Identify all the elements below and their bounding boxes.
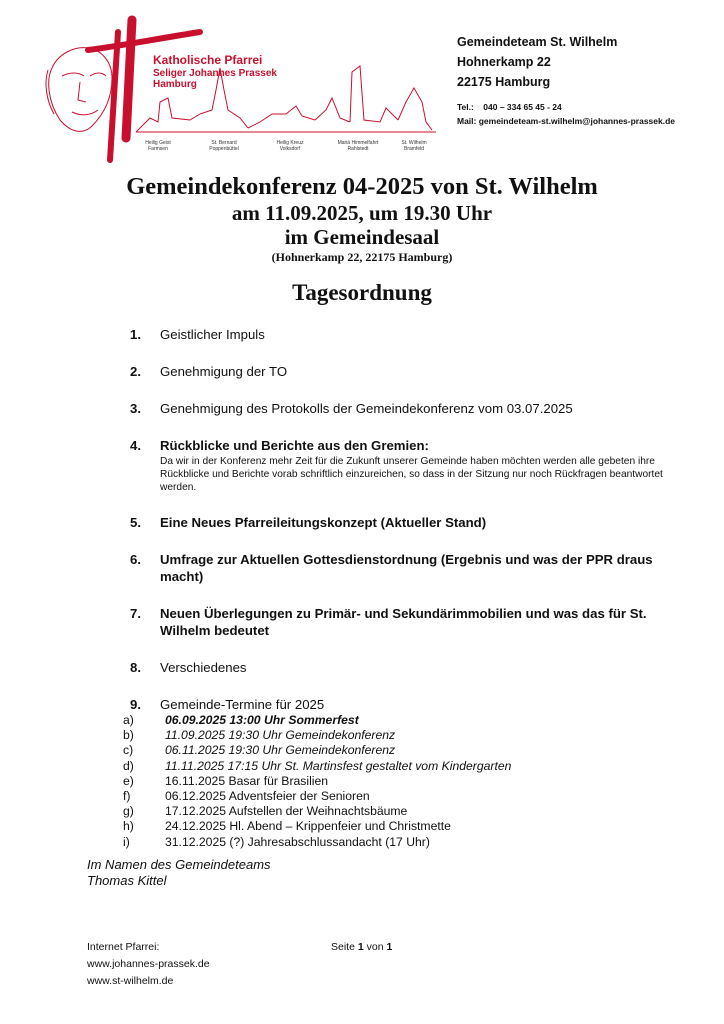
- footer-url-parish[interactable]: www.johannes-prassek.de: [87, 958, 210, 970]
- termin-item: [123, 819, 690, 834]
- header-street: Hohnerkamp 22: [457, 55, 551, 69]
- page-total: 1: [386, 941, 393, 953]
- church-5-name: St. Wilhelm: [401, 140, 427, 146]
- doc-address: (Hohnerkamp 22, 22175 Hamburg): [271, 250, 453, 264]
- termin-text: 16.11.2025 Basar für Brasilien: [165, 773, 329, 788]
- agenda-text: Verschiedenes: [160, 660, 247, 675]
- termin-label: b): [123, 728, 134, 743]
- agenda-text: Geistlicher Impuls: [160, 327, 265, 342]
- signature: [87, 857, 271, 889]
- header-mail: Mail: gemeindeteam-st.wilhelm@johannes-prassek.de: [457, 116, 676, 126]
- agenda-item: [130, 605, 690, 639]
- agenda-number: 5.: [130, 515, 141, 530]
- page-current: 1: [357, 941, 364, 953]
- header-city: 22175 Hamburg: [457, 75, 551, 89]
- agenda-text: Genehmigung des Protokolls der Gemeindekonferenz vom 03.07.2025: [160, 401, 573, 416]
- termine-list: [123, 713, 690, 850]
- agenda-number: 1.: [130, 327, 141, 342]
- footer-url-wilhelm[interactable]: www.st-wilhelm.de: [87, 975, 174, 987]
- termin-label: d): [123, 758, 134, 773]
- termin-text: 31.12.2025 (?) Jahresabschlussandacht (17 Uhr): [165, 834, 430, 849]
- termin-text: 11.11.2025 17:15 Uhr St. Martinsfest gestaltet vom Kindergarten: [165, 758, 512, 773]
- header-tel: Tel.: 040 – 334 65 45 - 24: [457, 102, 562, 112]
- termin-item: [123, 789, 690, 804]
- agenda-number: 6.: [130, 552, 141, 567]
- pfarrei-line-3: Hamburg: [153, 79, 197, 90]
- termin-item: [123, 834, 690, 850]
- termin-text: 06.09.2025 13:00 Uhr Sommerfest: [165, 713, 359, 727]
- church-4-place: Rahlstedt: [347, 146, 369, 152]
- agenda-item: [130, 514, 690, 531]
- footer-links: [87, 939, 210, 990]
- header-contact: [457, 32, 717, 128]
- doc-title: Gemeindekonferenz 04-2025 von St. Wilhelm: [126, 173, 598, 200]
- church-3-name: Heilig Kreuz: [276, 140, 304, 146]
- church-2-place: Poppenbüttel: [209, 146, 239, 152]
- church-1-name: Heilig Geist: [145, 140, 171, 146]
- agenda-number: 7.: [130, 606, 141, 621]
- agenda-item: [130, 326, 690, 343]
- agenda-number: 8.: [130, 660, 141, 675]
- agenda-item: [130, 363, 690, 380]
- signature-name: Thomas Kittel: [87, 873, 167, 888]
- church-2-name: St. Bernard: [211, 140, 237, 146]
- agenda-item: [130, 437, 690, 494]
- pfarrei-line-2: Seliger Johannes Prassek: [153, 68, 277, 79]
- agenda-number: 3.: [130, 401, 141, 416]
- termin-item: [123, 713, 690, 728]
- portrait-outline-icon: [46, 48, 112, 132]
- termin-text: 11.09.2025 19:30 Uhr Gemeindekonferenz: [165, 728, 396, 743]
- termin-label: e): [123, 773, 134, 788]
- termin-label: i): [123, 834, 130, 849]
- termin-item: [123, 773, 690, 789]
- cross-stem-icon: [126, 20, 132, 138]
- agenda-item: [130, 551, 690, 585]
- termin-item: [123, 728, 690, 743]
- agenda-text: Rückblicke und Berichte aus den Gremien:: [160, 438, 429, 453]
- termin-item: [123, 758, 690, 774]
- agenda-number: 9.: [130, 697, 141, 712]
- page-mid: von: [363, 941, 387, 953]
- parish-logo: [40, 10, 440, 165]
- agenda-description: Da wir in der Konferenz mehr Zeit für die Zukunft unserer Gemeinde haben möchten werden alle gebeten ihre Rückblicke und Berichte vorab schriftlich einzureichen, so dass in der Sitzung nur noch Rückfragen beantwortet werden.: [160, 456, 663, 493]
- page-number: [331, 939, 392, 956]
- termin-label: f): [123, 789, 131, 804]
- agenda-text: Eine Neues Pfarreileitungskonzept (Aktueller Stand): [160, 515, 487, 530]
- termin-item: [123, 804, 690, 819]
- termin-label: h): [123, 819, 134, 834]
- church-4-name: Mariä Himmelfahrt: [337, 140, 379, 146]
- agenda-text: Genehmigung der TO: [160, 364, 288, 379]
- title-block: [0, 173, 724, 307]
- signature-line-1: Im Namen des Gemeindeteams: [87, 857, 271, 872]
- footer-label: Internet Pfarrei:: [87, 941, 160, 953]
- termin-text: 17.12.2025 Aufstellen der Weihnachtsbäume: [165, 804, 408, 819]
- church-5-place: Bramfeld: [403, 146, 425, 152]
- termin-label: g): [123, 804, 134, 819]
- termin-text: 24.12.2025 Hl. Abend – Krippenfeier und Christmette: [165, 819, 451, 834]
- termin-item: [123, 743, 690, 758]
- agenda-item: [130, 400, 690, 417]
- cross-vertical-icon: [110, 32, 118, 160]
- pfarrei-line-1: Katholische Pfarrei: [153, 53, 263, 67]
- page-prefix: Seite: [331, 941, 358, 953]
- cross-beam-icon: [88, 32, 200, 50]
- church-1-place: Farmsen: [148, 146, 168, 152]
- termin-label: c): [123, 743, 134, 758]
- agenda-item: [130, 659, 690, 676]
- agenda-number: 4.: [130, 438, 141, 453]
- agenda-heading: Tagesordnung: [292, 280, 432, 305]
- agenda-number: 2.: [130, 364, 141, 379]
- agenda-text: Neuen Überlegungen zu Primär- und Sekundärimmobilien und was das für St. Wilhelm bedeutet: [160, 606, 647, 638]
- doc-location: im Gemeindesaal: [284, 225, 440, 249]
- agenda-text: Gemeinde-Termine für 2025: [160, 697, 325, 712]
- agenda-list: [123, 326, 690, 850]
- parish-logo-graphic: [40, 10, 440, 165]
- doc-date-time: am 11.09.2025, um 19.30 Uhr: [231, 201, 493, 225]
- header-team: Gemeindeteam St. Wilhelm: [457, 35, 618, 49]
- church-3-place: Volksdorf: [279, 146, 301, 152]
- agenda-text: Umfrage zur Aktuellen Gottesdienstordnung (Ergebnis und was der PPR draus macht): [160, 552, 653, 584]
- termin-text: 06.12.2025 Adventsfeier der Senioren: [165, 789, 370, 804]
- termin-label: a): [123, 713, 134, 727]
- agenda-item: [130, 696, 690, 713]
- termin-text: 06.11.2025 19:30 Uhr Gemeindekonferenz: [165, 743, 396, 758]
